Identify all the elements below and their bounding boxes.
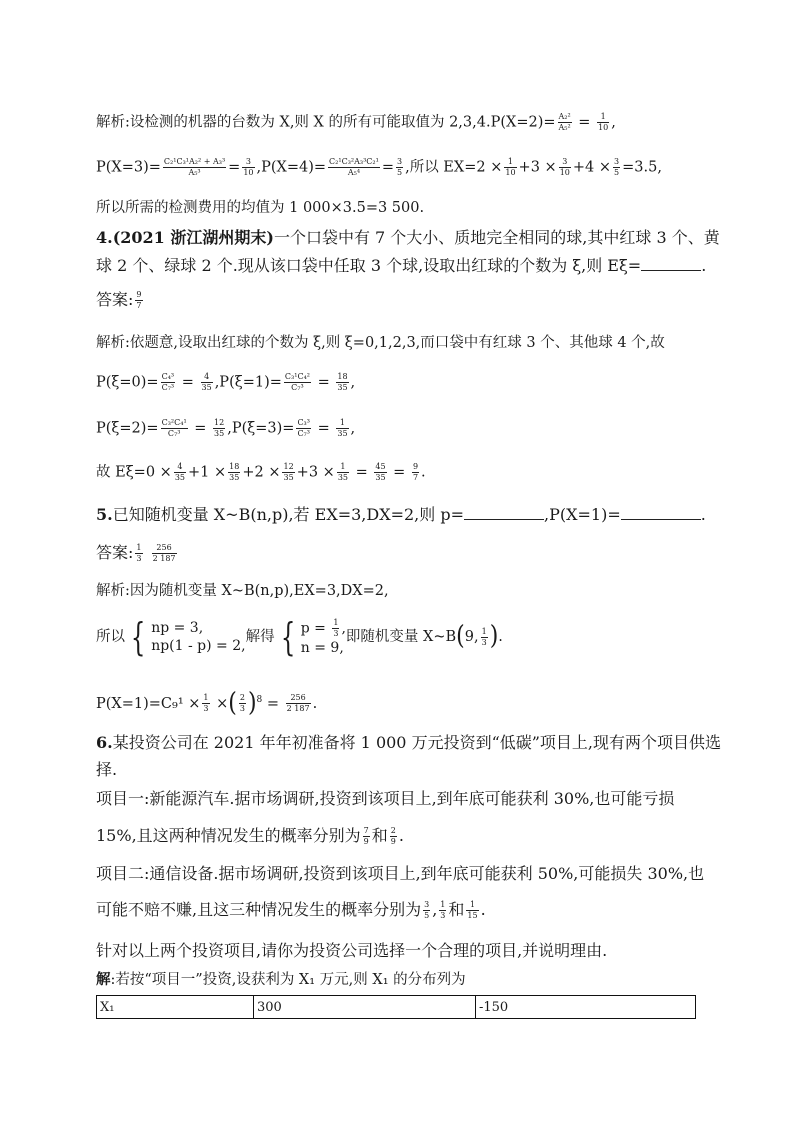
table-cell: -150 [476,996,696,1019]
fraction: $\frac{12}{35}$ [214,418,225,438]
q6-project-1-line-2: 15%,且这两种情况发生的概率分别为 $\frac{7}{9}$ 和 $\frac{2}{9}$ . [96,826,404,846]
fraction: $\frac{9}{7}$ [136,290,142,310]
fraction: $\frac{\text{C₃³}}{\text{C₇³}}$ [297,418,310,438]
q4-text-line-2: 球 2 个、绿球 2 个.现从该口袋中任取 3 个球,设取出红球的个数为 ξ,则 Eξ= . [96,256,707,275]
q5-text: 5.已知随机变量 X~B(n,p),若 EX=3,DX=2,则 p= ,P(X=1)= . [96,505,706,524]
equation-system: { p = $\frac{1}{3}$ , n = 9, [280,615,346,659]
answer-blank-2 [621,505,701,520]
answer-blank [641,256,701,271]
fraction: $\frac{3}{10}$ [243,157,254,177]
fraction: $\frac{256}{2 187}$ [152,543,176,563]
question-number: 6. [96,733,113,752]
q5-solution-line-2: 所以 { np = 3, np(1 - p) = 2, 解得 { p = $\frac{1}{3}$ , n = 9, 即随机变量 X~B(9, $\frac{1}{3}$ ). [96,615,503,659]
fraction: $\frac{1}{3}$ [136,543,142,563]
fraction: $\frac{\text{C₃²C₄¹}}{\text{C₇³}}$ [161,418,187,438]
q6-question: 针对以上两个投资项目,请你为投资公司选择一个合理的项目,并说明理由. [96,941,608,960]
q4-solution-line-4: 故 Eξ=0 × $\frac{4}{35}$ +1 × $\frac{18}{35}$ +2 × $\frac{12}{35}$ +3 × $\frac{1}{35}$ = $\frac{45}{35}$ = $\frac{9}{7}$ . [96,462,426,482]
solution-label: 解 [96,972,111,988]
fraction: $\frac{9}{7}$ [412,462,419,482]
q6-project-2-line-1: 项目二:通信设备.据市场调研,投资到该项目上,到年底可能获利 50%,可能损失 30%,也 [96,864,705,883]
answer-label: 答案 [96,543,129,562]
fraction: $\frac{1}{35}$ [337,418,348,438]
fraction: $\frac{1}{10}$ [505,157,516,177]
fraction: $\frac{1}{35}$ [337,462,348,482]
fraction: $\frac{18}{35}$ [229,462,240,482]
q6-project-1-line-1: 项目一:新能源汽车.据市场调研,投资到该项目上,到年底可能获利 30%,也可能亏损 [96,789,675,808]
q4-solution-line-2: P(ξ=0)= $\frac{\text{C₄³}}{\text{C₇³}}$ = $\frac{4}{35}$ ,P(ξ=1)= $\frac{\text{C₃¹C₄²}}{\text{C₇³}}$ = $\frac{18}{35}$ , [96,372,356,392]
fraction: $\frac{\text{C₄³}}{\text{C₇³}}$ [161,372,175,392]
fraction: $\frac{2}{3}$ [239,693,245,714]
q3-solution-line-1: 解析:设检测的机器的台数为 X,则 X 的所有可能取值为 2,3,4.P(X=2)= $\frac{\text{A₂²}}{\text{A₅²}}$ = $\frac{1}{10}$ , [96,112,616,132]
table-cell: 300 [254,996,476,1019]
fraction: $\frac{7}{9}$ [363,826,369,846]
fraction: $\frac{1}{3}$ [203,693,209,714]
q6-text-line-1: 6.某投资公司在 2021 年年初准备将 1 000 万元投资到“低碳”项目上,现有两个项目供选 [96,733,722,752]
fraction: $\frac{1}{3}$ [481,626,487,647]
solution-label: 解析 [96,114,125,131]
solution-label: 解析 [96,583,125,599]
fraction: $\frac{3}{5}$ [397,157,403,177]
q6-solution: 解:若按“项目一”投资,设获利为 X₁ 万元,则 X₁ 的分布列为 [96,972,466,988]
table-cell: X₁ [97,996,254,1019]
fraction: $\frac{\text{C₂¹C₃¹A₂² + A₃³}}{\text{A₅³}}$ [163,157,226,177]
fraction: $\frac{\text{A₂²}}{\text{A₅²}}$ [558,112,571,132]
q4-answer: 答案: $\frac{9}{7}$ [96,290,142,310]
q6-project-2-line-2: 可能不赔不赚,且这三种情况发生的概率分别为 $\frac{3}{5}$ , $\frac{1}{3}$ 和 $\frac{1}{15}$ . [96,900,486,920]
fraction: $\frac{45}{35}$ [375,462,386,482]
q5-answer: 答案: $\frac{1}{3}$ $\frac{256}{2 187}$ [96,543,176,563]
solution-label: 解析 [96,335,125,351]
q3-solution-line-2: P(X=3)= $\frac{\text{C₂¹C₃¹A₂² + A₃³}}{\text{A₅³}}$ = $\frac{3}{10}$ ,P(X=4)= $\frac{\text{C₂¹C₃²A₃³C₂¹}}{\text{A₅⁴}}$ = $\frac{3}{5}$ ,所以 EX=2 × $\frac{1}{10}$ +3 × $\frac{3}{10}$ +4 × $\frac{3}{5}$ =3.5, [96,157,662,177]
fraction: $\frac{3}{5}$ [424,900,430,920]
answer-label: 答案 [96,290,129,309]
fraction: $\frac{4}{35}$ [201,372,212,392]
q3-solution-line-3: 所以所需的检测费用的均值为 1 000×3.5=3 500. [96,200,425,216]
q6-text-line-2: 择. [96,760,118,779]
fraction: $\frac{256}{2 187}$ [286,693,310,714]
fraction: $\frac{1}{15}$ [467,900,478,920]
question-number: 4. [96,228,113,247]
question-source: (2021 浙江湖州期末) [112,228,274,247]
equation-system: { np = 3, np(1 - p) = 2, [130,615,246,659]
q5-solution-line-3: P(X=1)=C₉¹ × $\frac{1}{3}$ ×( $\frac{2}{3}$ )$^8$ = $\frac{256}{2 187}$ . [96,688,318,719]
fraction: $\frac{1}{3}$ [333,617,339,638]
table-row [97,996,696,1019]
answer-blank-1 [464,505,544,520]
q5-solution-line-1: 解析:因为随机变量 X~B(n,p),EX=3,DX=2, [96,583,389,599]
distribution-table [96,995,696,1019]
fraction: $\frac{18}{35}$ [337,372,348,392]
fraction: $\frac{\text{C₃¹C₄²}}{\text{C₇³}}$ [284,372,310,392]
fraction: $\frac{2}{9}$ [390,826,396,846]
question-number: 5. [96,505,113,524]
q4-text-line-1: 4.(2021 浙江湖州期末)一个口袋中有 7 个大小、质地完全相同的球,其中红球 3 个、黄 [96,228,720,247]
fraction: $\frac{3}{5}$ [614,157,620,177]
fraction: $\frac{12}{35}$ [283,462,294,482]
fraction: $\frac{4}{35}$ [174,462,186,482]
fraction: $\frac{\text{C₂¹C₃²A₃³C₂¹}}{\text{A₅⁴}}$ [329,157,379,177]
fraction: $\frac{1}{3}$ [440,900,446,920]
fraction: $\frac{3}{10}$ [559,157,570,177]
fraction: $\frac{1}{10}$ [598,112,609,132]
q4-solution-line-3: P(ξ=2)= $\frac{\text{C₃²C₄¹}}{\text{C₇³}}$ = $\frac{12}{35}$ ,P(ξ=3)= $\frac{\text{C₃³}}{\text{C₇³}}$ = $\frac{1}{35}$ , [96,418,356,438]
q4-solution-line-1: 解析:依题意,设取出红球的个数为 ξ,则 ξ=0,1,2,3,而口袋中有红球 3 个、其他球 4 个,故 [96,335,665,351]
